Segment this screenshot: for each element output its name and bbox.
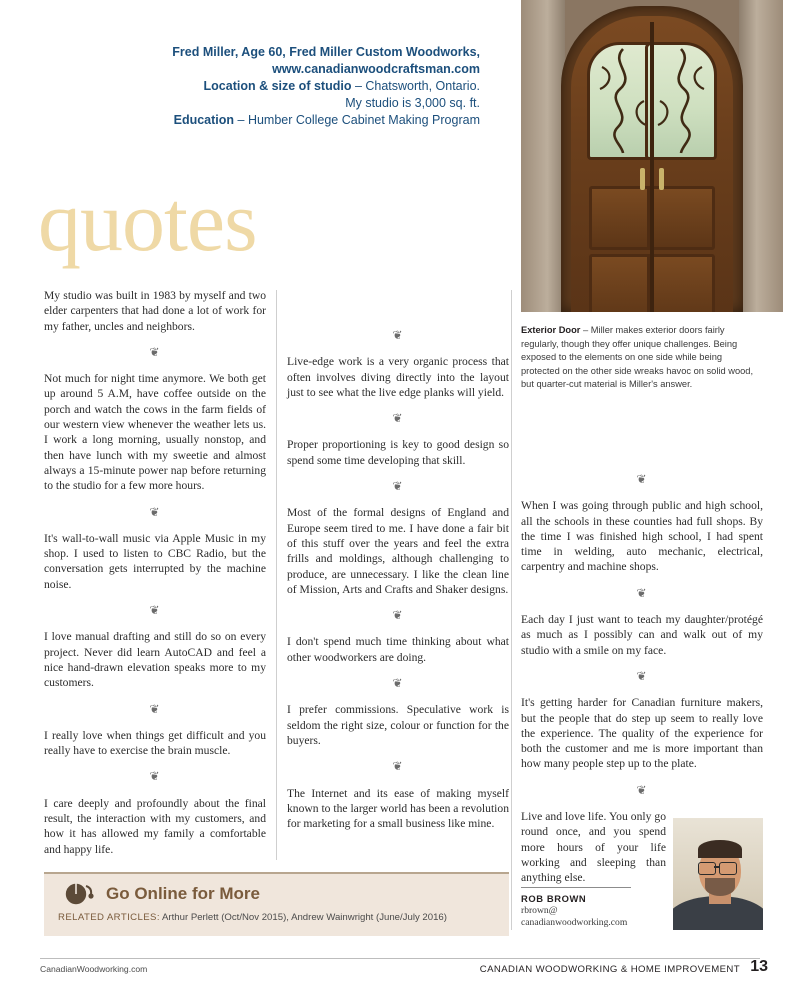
door-split [650,22,654,312]
glasses-icon [719,862,737,875]
avatar-beard [705,878,735,896]
header-location-value: – Chatsworth, Ontario. [354,79,480,93]
ornament-icon: ❦ [392,411,404,426]
photo-caption [521,324,763,392]
header-education-label: Education [173,113,235,127]
ornament-icon: ❦ [636,472,648,486]
quote-paragraph: I really love when things get difficult and you really have to exercise the brain muscle. [44,728,266,758]
header-website-url[interactable]: www.canadianwoodcraftsman.com [272,62,480,76]
ornament-icon: ❦ [392,479,404,494]
door-panel [647,254,715,312]
quote-paragraph: Live and love life. You only go round once, and you spend more hours of your life working and sleeping than anything else. [521,810,666,885]
footer-website[interactable]: CanadianWoodworking.com [40,964,148,974]
door-inner [571,16,733,312]
quote-paragraph: Not much for night time anymore. We both get up around 5 A.M, have coffee outside on the porch and watch the cows in the farm fields of our western view whenever the weather lets us. I work a long morning, usually nonstop, and then have lunch with my sweetie and almost always a 15-minute power nap before returning to the studio for a few more hours. [44,372,266,493]
footer-divider [40,958,760,959]
page-title: quotes [38,173,257,269]
ornament-icon: ❦ [149,701,161,716]
quote-paragraph: Live-edge work is a very organic process that often involves diving directly into the layout just to see what the live edge planks will yield. [287,355,509,399]
quote-paragraph: It's wall-to-wall music via Apple Music in my shop. I used to listen to CBC Radio, but the conversation gets interrupted by the machine noise. [44,531,266,591]
ornament-icon: ❦ [149,504,161,519]
ornament-icon: ❦ [149,769,161,784]
quote-paragraph: It's getting harder for Canadian furniture makers, but the people that do step up seem to really love the experience. The quality of the experience for both the customer and me is more important than how many people step up to the plate. [521,696,763,771]
ornament-icon: ❦ [392,759,404,774]
ornament-icon: ❦ [392,608,404,623]
related-articles-label: RELATED ARTICLES: [58,912,160,923]
related-articles [58,912,499,923]
author-contact [521,905,627,929]
exterior-door-photo [521,0,783,312]
quote-paragraph: I prefer commissions. Speculative work is seldom the right size, colour or function for the buyers. [287,703,509,747]
ornament-icon: ❦ [392,328,404,342]
article-header-info [40,44,480,129]
door-panel [647,186,715,250]
photo-caption-lead: Exterior Door [521,325,581,335]
go-online-title: Go Online for More [106,884,260,903]
glasses-bridge [714,866,719,868]
author-handle: rbrown@ [521,905,558,916]
header-education-line [40,112,480,129]
quote-paragraph: The Internet and its ease of making myself known to the larger world has been a revolution for marketing for a small business like mine. [287,786,509,831]
author-site[interactable]: canadianwoodworking.com [521,917,628,928]
photo-wall-left [521,0,565,312]
ornament-icon: ❦ [636,668,648,683]
column-divider [276,290,277,860]
header-location-line [40,78,480,95]
door-frame [561,6,743,312]
door-handle-right [659,168,664,190]
header-location-label: Location & size of studio [203,79,352,93]
photo-wall-right [739,0,783,312]
ornament-icon: ❦ [392,676,404,691]
ornament-icon: ❦ [149,603,161,618]
quote-paragraph: Proper proportioning is key to good design so spend some time developing that skill. [287,438,509,467]
door-handle-left [640,168,645,190]
author-divider [521,887,631,888]
author-name: ROB BROWN [521,893,587,904]
header-studio-size: My studio is 3,000 sq. ft. [345,96,480,110]
quote-paragraph: When I was going through public and high school, all the schools in these counties had full shops. By the time I was finished high school, I had spent time in welding, auto mechanic, electrical, carpentry and machine shops. [521,499,763,574]
header-line-1: Fred Miller, Age 60, Fred Miller Custom Woodworks, [172,45,480,59]
column-divider [511,290,512,930]
glasses-icon [698,862,716,875]
ornament-icon: ❦ [636,782,648,797]
go-online-box[interactable] [44,872,509,936]
photo-caption-text: – Miller makes exterior doors fairly regularly, though they offer unique challenges. Being exposed to the elements on one side while being protected on the other side wreaks havoc on solid wood, but quarter-cut material is Miller's answer. [521,325,754,390]
quotes-column-1 [44,288,266,857]
ornament-icon: ❦ [149,344,161,359]
quotes-column-2 [287,316,509,831]
footer-publication: CANADIAN WOODWORKING & HOME IMPROVEMENT [479,964,740,975]
door-glass-right [645,42,717,160]
header-education-value: – Humber College Cabinet Making Program [237,113,480,127]
mouse-icon [60,880,96,906]
ornament-icon: ❦ [636,585,648,600]
avatar-hair [698,840,742,858]
quote-paragraph: Each day I just want to teach my daughter/protégé as much as I possibly can and walk out of my studio with a smile on my face. [521,613,763,657]
page-number: 13 [750,958,768,975]
quote-paragraph: My studio was built in 1983 by myself and two elder carpenters that had done a lot of work for my father, uncles and neighbors. [44,289,266,333]
quote-paragraph: Most of the formal designs of England and Europe seem tired to me. I have done a fair bit of this stuff over the years and feel the extra frills and moldings, although challenging to produce, are unnecessary. I like the clean line of Mission, Arts and Crafts and Shaker designs. [287,506,509,596]
quote-paragraph: I love manual drafting and still do so on every project. Never did learn AutoCAD and feel a nice hand-drawn elevation speaks more to my customers. [44,630,266,690]
quote-paragraph: I don't spend much time thinking about what other woodworkers are doing. [287,635,509,664]
quote-paragraph: I care deeply and profoundly about the final result, the interaction with my customers, and how it has allowed my family a comfortable and happy life. [44,796,266,856]
related-articles-items[interactable]: Arthur Perlett (Oct/Nov 2015), Andrew Wainwright (June/July 2016) [162,912,447,923]
scrollwork-icon [648,45,714,157]
author-avatar [673,818,763,930]
